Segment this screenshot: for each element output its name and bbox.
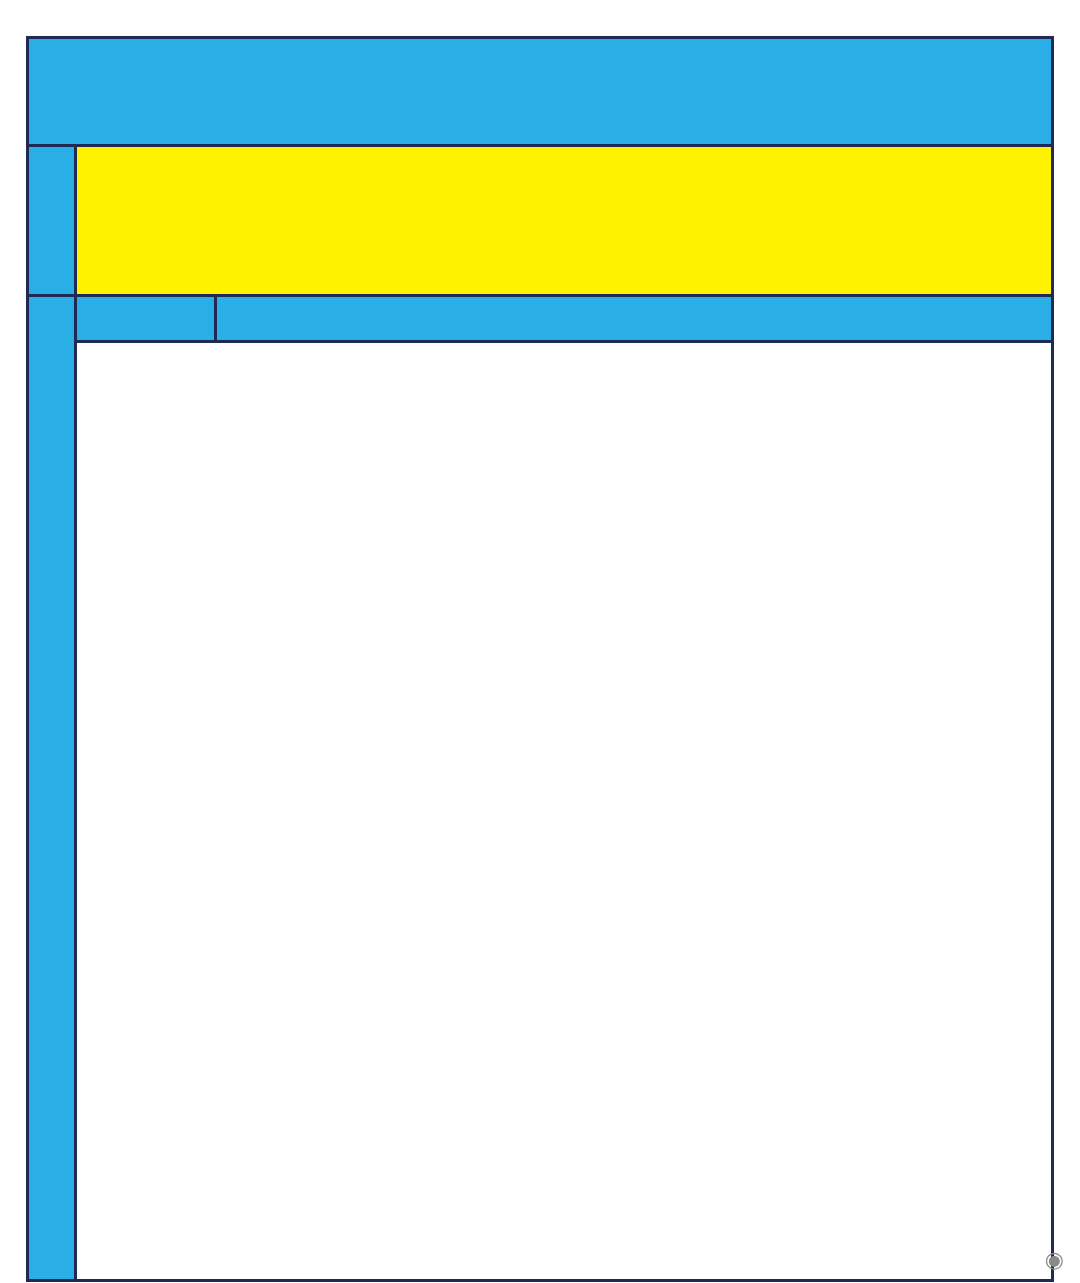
company-list-section (29, 297, 1051, 1279)
catalyst-label (29, 147, 77, 294)
catalyst-section (29, 147, 1051, 297)
grid-header-row (77, 297, 1051, 343)
catalyst-text (77, 147, 1051, 294)
watermark (1045, 1245, 1068, 1273)
table-header (29, 39, 1051, 147)
category-column-header (77, 297, 217, 343)
company-list-label (29, 297, 77, 1279)
weibo-icon: ◉ (1044, 1248, 1064, 1273)
concept-table (26, 36, 1054, 1282)
companies-column-header (217, 297, 1051, 343)
